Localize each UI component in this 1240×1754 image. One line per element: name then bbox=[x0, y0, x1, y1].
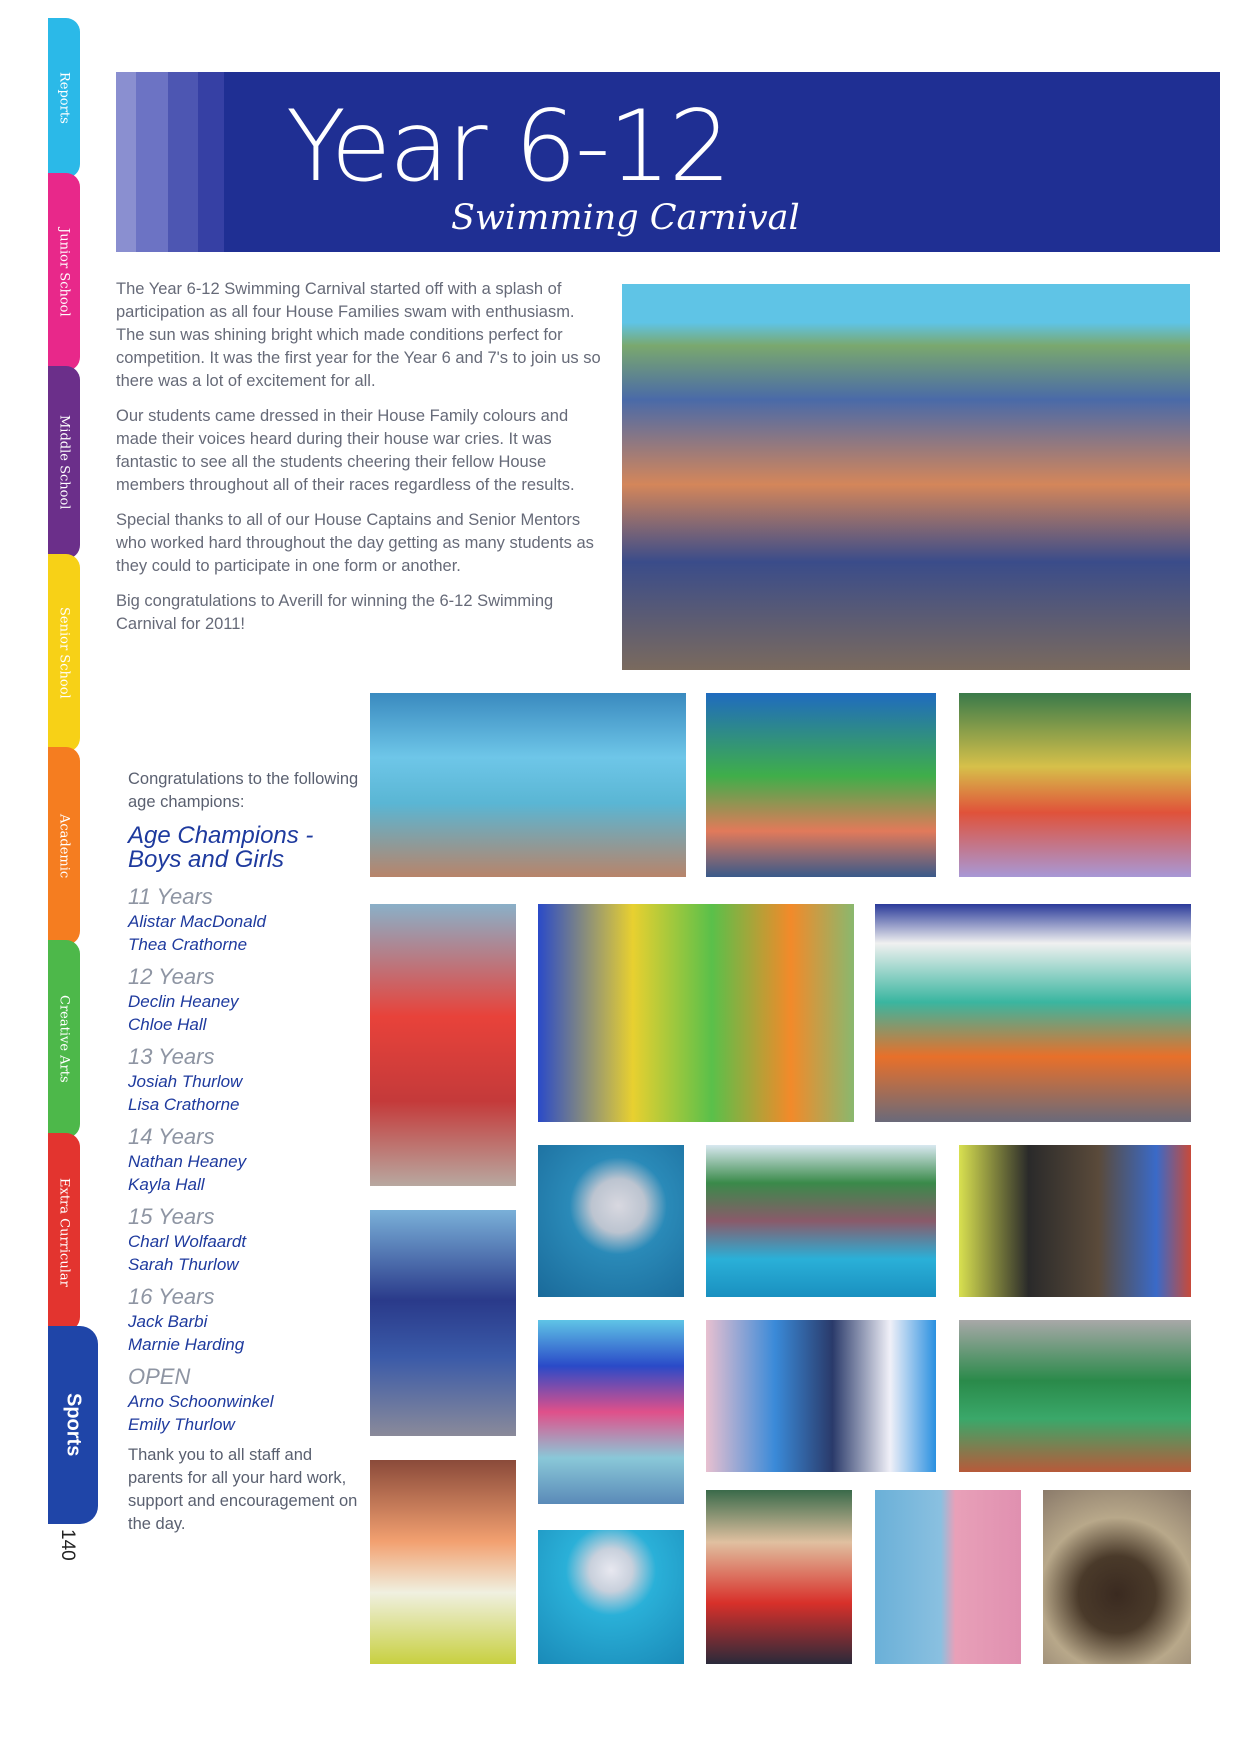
photo-underwater-swimmer bbox=[538, 1530, 684, 1664]
photo-green-team bbox=[706, 693, 936, 877]
age-group bbox=[128, 964, 363, 1036]
champion-name: Jack Barbi bbox=[128, 1312, 208, 1331]
tab-reports[interactable] bbox=[48, 18, 80, 178]
champion-name: Lisa Crathorne bbox=[128, 1095, 240, 1114]
article-paragraph: Our students came dressed in their House Family colours and made their voices heard during their house war cries. It was fantastic to see all the students cheering their fellow House members throughout all of their races regardless of the results. bbox=[116, 407, 575, 494]
banner-stripe bbox=[198, 72, 224, 252]
age-label: 14 Years bbox=[128, 1124, 215, 1149]
banner-stripe bbox=[136, 72, 168, 252]
champions-heading: Age Champions - Boys and Girls bbox=[128, 822, 314, 873]
tab-senior-school[interactable] bbox=[48, 554, 80, 752]
photo-flag-pair bbox=[538, 1320, 684, 1504]
banner-stripe bbox=[116, 72, 136, 252]
page-subtitle: Swimming Carnival bbox=[451, 198, 800, 238]
photo-swimmer-cap bbox=[538, 1145, 684, 1297]
photo-sunglasses-girls bbox=[370, 1460, 516, 1664]
age-label: 15 Years bbox=[128, 1204, 215, 1229]
tab-label: Academic bbox=[56, 813, 72, 879]
champion-name: Josiah Thurlow bbox=[128, 1072, 243, 1091]
champion-name: Nathan Heaney bbox=[128, 1152, 247, 1171]
photo-red-outfits bbox=[370, 904, 516, 1186]
photo-crowd-tent bbox=[875, 904, 1191, 1122]
banner-stripe bbox=[168, 72, 198, 252]
age-group bbox=[128, 1364, 363, 1436]
photo-green-shirts bbox=[959, 1320, 1191, 1472]
page-number: 140 bbox=[57, 1529, 78, 1561]
age-label: 16 Years bbox=[128, 1284, 215, 1309]
champion-name: Thea Crathorne bbox=[128, 935, 248, 954]
champion-name: Alistar MacDonald bbox=[128, 912, 266, 931]
photo-pool-crowd bbox=[706, 1145, 936, 1297]
article-body bbox=[116, 278, 606, 648]
age-group bbox=[128, 1204, 363, 1276]
age-label: 11 Years bbox=[128, 884, 213, 909]
champion-name: Declin Heaney bbox=[128, 992, 239, 1011]
page-title: Year 6-12 bbox=[286, 90, 730, 204]
tab-creative-arts[interactable] bbox=[48, 940, 80, 1138]
age-champions-sidebar bbox=[128, 768, 363, 1536]
champion-name: Sarah Thurlow bbox=[128, 1255, 239, 1274]
champion-name: Kayla Hall bbox=[128, 1175, 205, 1194]
champion-name: Chloe Hall bbox=[128, 1015, 207, 1034]
age-label: 13 Years bbox=[128, 1044, 215, 1069]
age-label: OPEN bbox=[128, 1364, 191, 1389]
age-label: 12 Years bbox=[128, 964, 215, 989]
tab-label: Sports bbox=[62, 1393, 85, 1457]
tab-sports[interactable] bbox=[48, 1326, 98, 1524]
photo-painted-face bbox=[875, 1490, 1021, 1664]
tab-label: Middle School bbox=[56, 415, 72, 510]
champion-name: Emily Thurlow bbox=[128, 1415, 235, 1434]
photo-girls-colours bbox=[959, 693, 1191, 877]
tab-junior-school[interactable] bbox=[48, 173, 80, 371]
photo-group-students bbox=[622, 284, 1190, 670]
champions-intro: Congratulations to the following age champions: bbox=[128, 770, 359, 811]
title-banner bbox=[116, 72, 1220, 252]
champion-name: Arno Schoonwinkel bbox=[128, 1392, 274, 1411]
photo-bodysuits bbox=[538, 904, 854, 1122]
champion-name: Marnie Harding bbox=[128, 1335, 245, 1354]
champion-name: Charl Wolfaardt bbox=[128, 1232, 247, 1251]
article-paragraph: Special thanks to all of our House Captains and Senior Mentors who worked hard throughout the day getting as many students as they could to participate in one form or another. bbox=[116, 511, 594, 575]
photo-friends-selfie bbox=[959, 1145, 1191, 1297]
photo-straw-hat bbox=[1043, 1490, 1191, 1664]
photo-swimmers-poolside bbox=[370, 693, 686, 877]
tab-label: Extra Curricular bbox=[56, 1177, 72, 1287]
age-group bbox=[128, 1284, 363, 1356]
photo-balloons bbox=[706, 1320, 936, 1472]
article-paragraph: The Year 6-12 Swimming Carnival started off with a splash of participation as all four House Families swam with enthusiasm. The sun was shining bright which made conditions perfect for competition. It was the first year for the Year 6 and 7's to join us so there was a lot of excitement for all. bbox=[116, 280, 601, 390]
tab-middle-school[interactable] bbox=[48, 366, 80, 559]
article-paragraph: Big congratulations to Averill for winning the 6-12 Swimming Carnival for 2011! bbox=[116, 592, 554, 633]
tab-academic[interactable] bbox=[48, 747, 80, 945]
photo-red-shirt-pair bbox=[706, 1490, 852, 1664]
age-group bbox=[128, 1044, 363, 1116]
age-group bbox=[128, 884, 363, 956]
thanks-note: Thank you to all staff and parents for all your hard work, support and encouragement on the day. bbox=[128, 1446, 358, 1533]
tab-label: Creative Arts bbox=[56, 995, 72, 1083]
age-group bbox=[128, 1124, 363, 1196]
tab-extra-curricular[interactable] bbox=[48, 1133, 80, 1331]
photo-pink-pair bbox=[370, 1210, 516, 1436]
tab-label: Senior School bbox=[56, 607, 72, 699]
tab-label: Junior School bbox=[56, 227, 72, 317]
tab-label: Reports bbox=[56, 72, 72, 124]
